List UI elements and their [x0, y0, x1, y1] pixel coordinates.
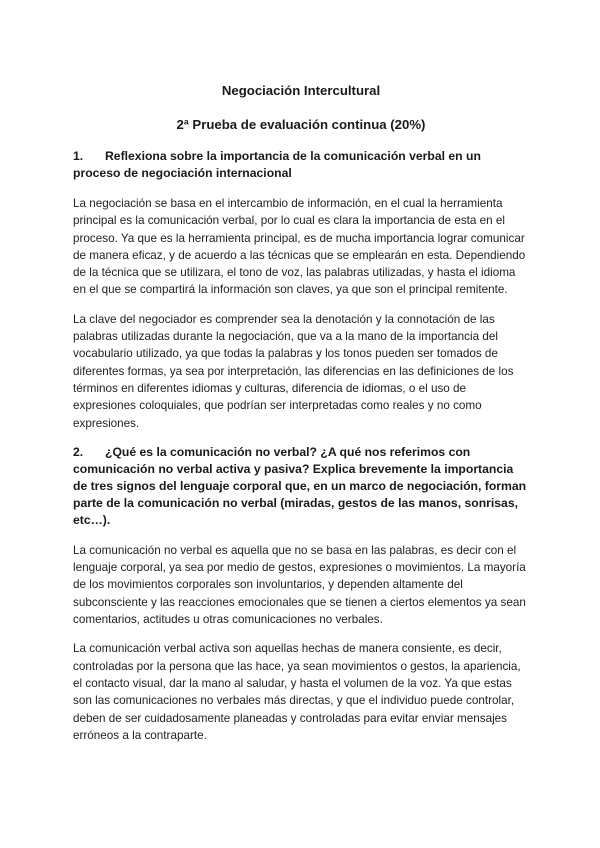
- question-2-text: ¿Qué es la comunicación no verbal? ¿A qué nos referimos con comunicación no verbal activa y pasiva? Explica brevemente la importancia de tres signos del lenguaje corporal que, en un marco de negociación, forman parte de la comunicación no verbal (miradas, gestos de las manos, sonrisas, etc…).: [73, 444, 527, 527]
- question-1-text: Reflexiona sobre la importancia de la comunicación verbal en un proceso de negociación internacional: [73, 149, 481, 180]
- question-2-number: 2.: [73, 444, 84, 459]
- question-1: [73, 148, 529, 182]
- answer-1-paragraph-1: La negociación se basa en el intercambio de información, en el cual la herramienta principal es la comunicación verbal, por lo cual es clara la importancia de esta en el proceso. Ya que es la herramienta principal, es de mucha importancia lograr comunicar de manera eficaz, y de acuerdo a las técnicas que se emplearán en esta. Dependiendo de la técnica que se utilizara, el tono de voz, las palabras utilizadas, y hasta el idioma en el que se compartirá la información son claves, ya que son el principal remitente.: [73, 197, 526, 297]
- document-title: Negociación Intercultural: [221, 83, 381, 98]
- question-1-number: 1.: [73, 149, 84, 163]
- document-subtitle: 2ª Prueba de evaluación continua (20%): [176, 117, 426, 132]
- answer-2-paragraph-1: La comunicación no verbal es aquella que no se basa en las palabras, es decir con el lenguaje corporal, ya sea por medio de gestos, expresiones o movimientos. La mayoría de los movimientos corporales son involuntarios, y dependen altamente del subconsciente y las reacciones emocionales que se tienen a ciertos elementos ya sean comentarios, actitudes u otras comunicaciones no verbales.: [73, 543, 526, 627]
- answer-1-paragraph-2: La clave del negociador es comprender sea la denotación y la connotación de las palabras utilizadas durante la negociación, que va a la mano de la importancia del vocabulario utilizado, ya que todas la palabras y los tonos pueden ser tomados de diferentes formas, ya sea por interpretación, las diferencias en las definiciones de los términos en diferentes idiomas y culturas, diferencia de idiomas, o el uso de expresiones coloquiales, que podrían ser interpretadas como reales y no como expresiones.: [73, 312, 514, 430]
- question-2: [73, 444, 529, 529]
- answer-2-paragraph-2: La comunicación verbal activa son aquellas hechas de manera consiente, es decir, controladas por la persona que las hace, ya sean movimientos o gestos, la apariencia, el contacto visual, dar la mano al saludar, y hasta el volumen de la voz. Ya que estas son las comunicaciones no verbales más directas, y que el individuo puede controlar, deben de ser cuidadosamente planeadas y controladas para evitar enviar mensajes erróneos a la contraparte.: [73, 642, 521, 742]
- document-body: [73, 82, 529, 756]
